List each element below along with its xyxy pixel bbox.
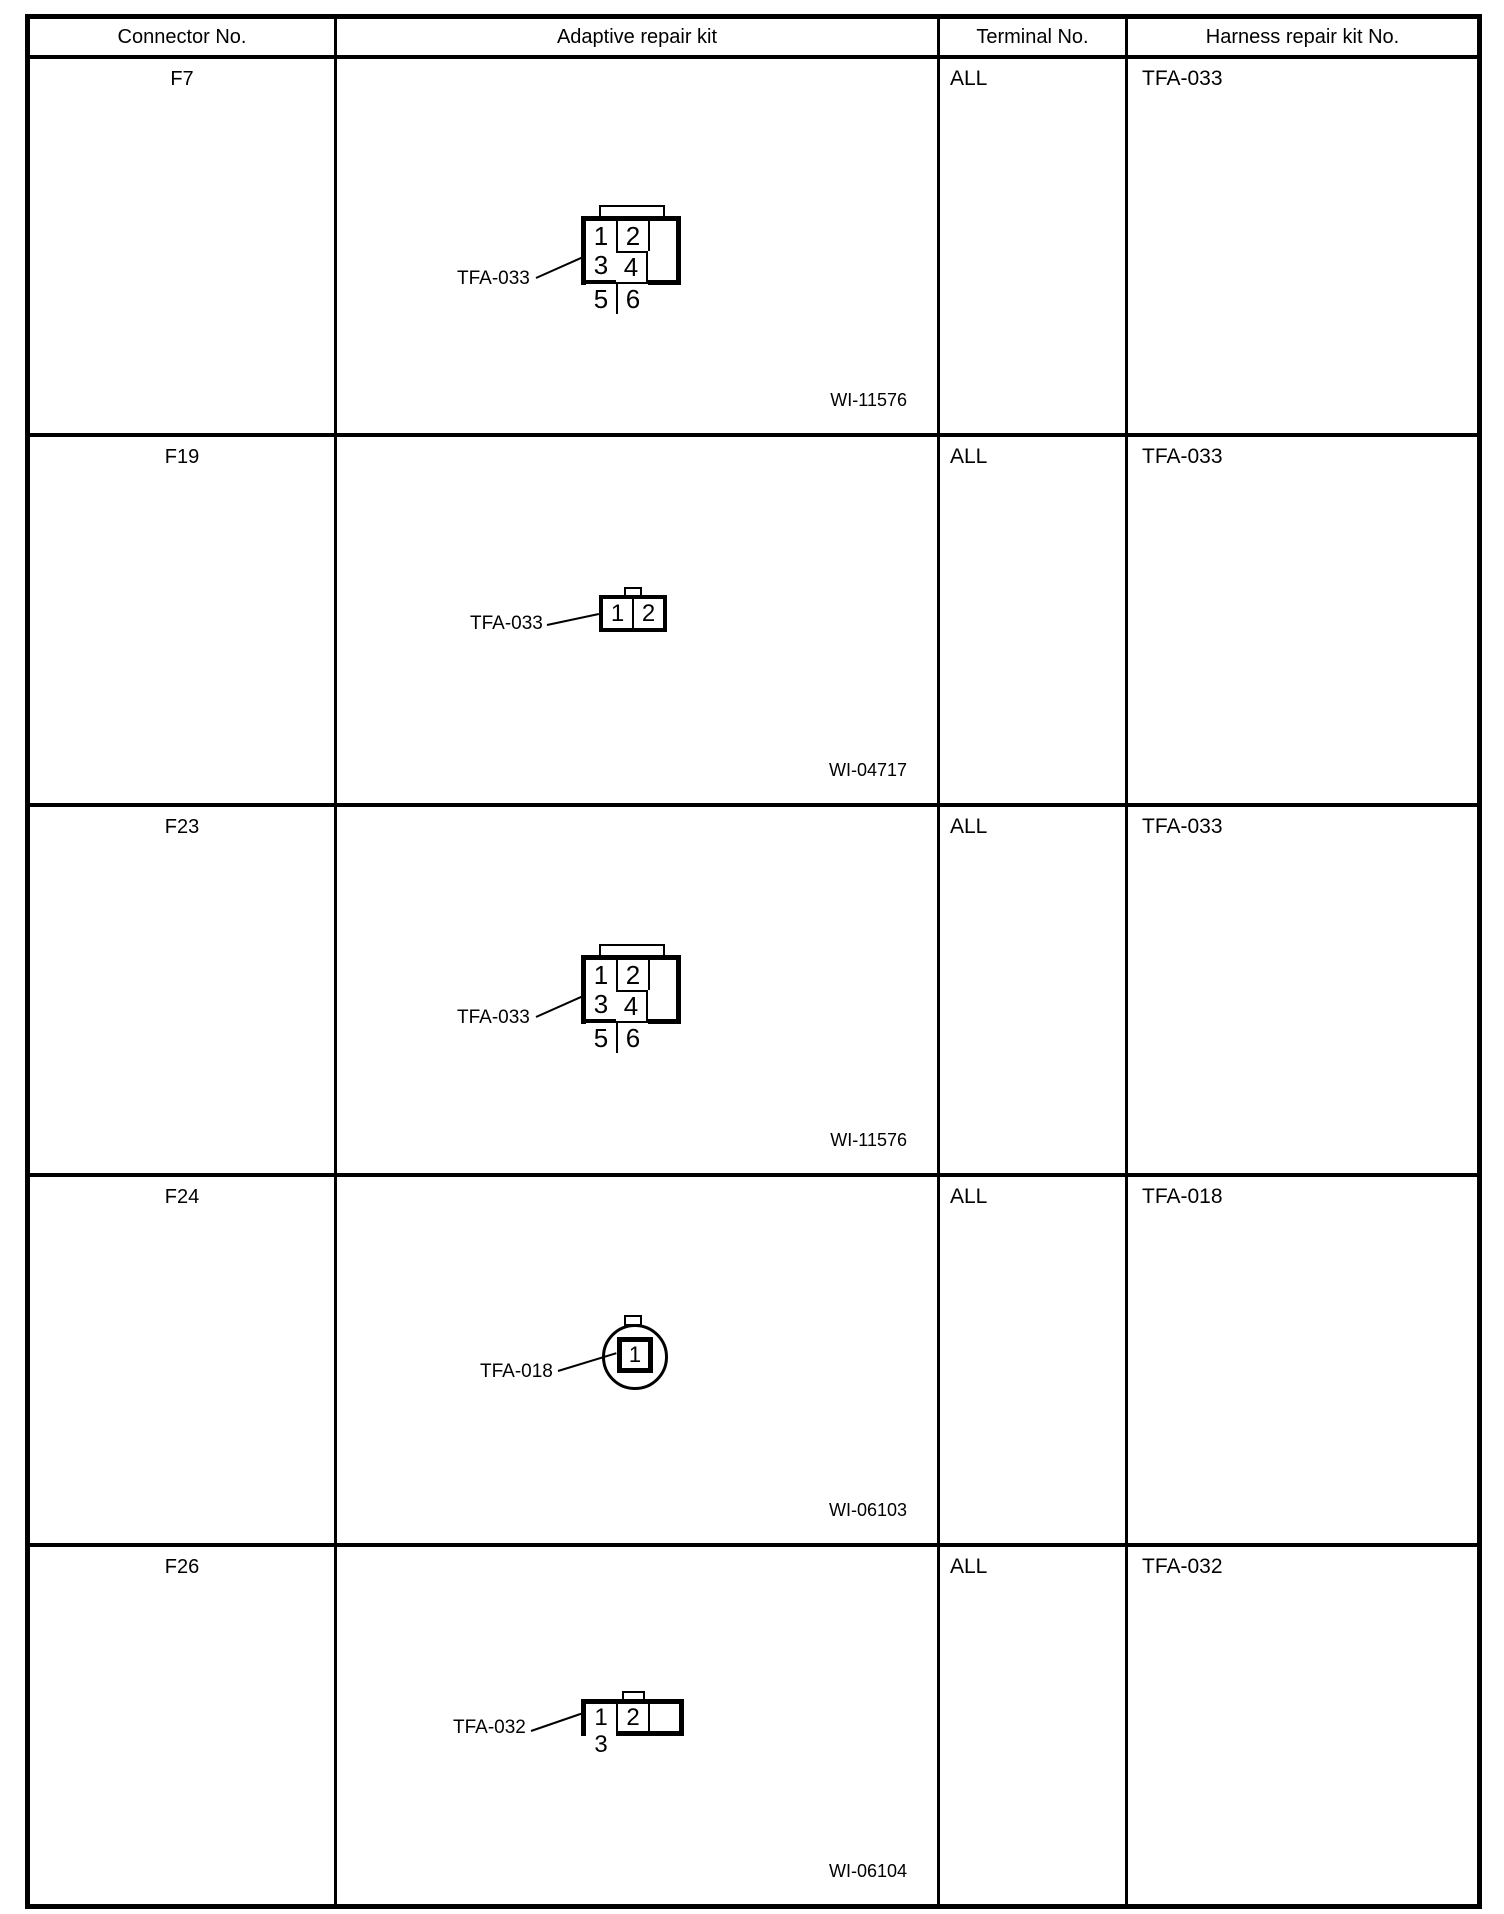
- connector-no-cell: F7: [30, 55, 337, 433]
- terminal-no-cell: ALL: [940, 1543, 1128, 1904]
- connector-body: [581, 955, 681, 1053]
- harness-repair-kit-cell: TFA-033: [1128, 803, 1477, 1173]
- kit-label: TFA-033: [457, 1007, 530, 1028]
- harness-repair-kit-cell: TFA-033: [1128, 433, 1477, 803]
- connector-diagram-f23: [337, 807, 937, 1173]
- connector-no-cell: F24: [30, 1173, 337, 1543]
- wiring-reference: WI-06103: [828, 1500, 907, 1520]
- connector-body: [581, 1699, 684, 1758]
- leader-line: [536, 996, 582, 1018]
- wiring-reference: WI-06104: [828, 1861, 907, 1881]
- terminal-cell: 5: [586, 1021, 618, 1053]
- connector-diagram-f26: [337, 1547, 937, 1904]
- terminal-cell: 1: [586, 1704, 618, 1731]
- connector-no-cell: F19: [30, 433, 337, 803]
- column-header-harness-repair-kit-no: Harness repair kit No.: [1128, 19, 1477, 55]
- terminal-no-cell: ALL: [940, 803, 1128, 1173]
- terminal-cell: 4: [616, 990, 648, 1022]
- adaptive-repair-kit-cell: [337, 433, 940, 803]
- terminal-no-cell: ALL: [940, 55, 1128, 433]
- column-header-connector-no: Connector No.: [30, 19, 337, 55]
- terminal-cell: 3: [586, 1731, 616, 1758]
- terminal-cell: 6: [618, 282, 648, 314]
- connector-diagram-f7: [337, 59, 937, 433]
- terminal-cell: 4: [616, 251, 648, 283]
- terminal-cell: 2: [634, 599, 663, 628]
- connector-diagram-f19: [337, 437, 937, 803]
- harness-repair-kit-cell: TFA-018: [1128, 1173, 1477, 1543]
- terminal-cell: 5: [586, 282, 618, 314]
- kit-label: TFA-032: [453, 1717, 526, 1738]
- adaptive-repair-kit-cell: [337, 1173, 940, 1543]
- leader-line: [531, 1713, 582, 1732]
- terminal-cell: 2: [618, 1704, 650, 1731]
- kit-label: TFA-018: [480, 1361, 553, 1382]
- terminal-no-cell: ALL: [940, 433, 1128, 803]
- wiring-reference: WI-04717: [828, 760, 907, 780]
- terminal-cell: 3: [586, 251, 616, 281]
- kit-label: TFA-033: [457, 268, 530, 289]
- terminal-cell: 1: [603, 599, 634, 628]
- terminal-cell: 6: [618, 1021, 648, 1053]
- connector-no-cell: F23: [30, 803, 337, 1173]
- wiring-reference: WI-11576: [830, 390, 907, 410]
- terminal-cell: 1: [586, 960, 618, 990]
- adaptive-repair-kit-cell: [337, 1543, 940, 1904]
- adaptive-repair-kit-cell: [337, 55, 940, 433]
- leader-line: [536, 257, 582, 279]
- terminal-cell: 3: [586, 990, 616, 1020]
- harness-repair-kit-cell: TFA-033: [1128, 55, 1477, 433]
- leader-line: [547, 613, 599, 626]
- connector-body: [599, 595, 667, 632]
- terminal-cell: 2: [618, 221, 650, 251]
- terminal-cell: 1: [586, 221, 618, 251]
- column-header-terminal-no: Terminal No.: [940, 19, 1128, 55]
- kit-label: TFA-033: [470, 613, 543, 634]
- terminal-cell: 2: [618, 960, 650, 990]
- column-header-adaptive-repair-kit: Adaptive repair kit: [337, 19, 940, 55]
- connector-no-cell: F26: [30, 1543, 337, 1904]
- wiring-reference: WI-11576: [830, 1130, 907, 1150]
- harness-repair-kit-cell: TFA-032: [1128, 1543, 1477, 1904]
- connector-diagram-f24: [337, 1177, 937, 1543]
- terminal-cell: 1: [617, 1337, 653, 1373]
- terminal-no-cell: ALL: [940, 1173, 1128, 1543]
- repair-kit-table: [25, 14, 1482, 1909]
- adaptive-repair-kit-cell: [337, 803, 940, 1173]
- connector-body: [581, 216, 681, 314]
